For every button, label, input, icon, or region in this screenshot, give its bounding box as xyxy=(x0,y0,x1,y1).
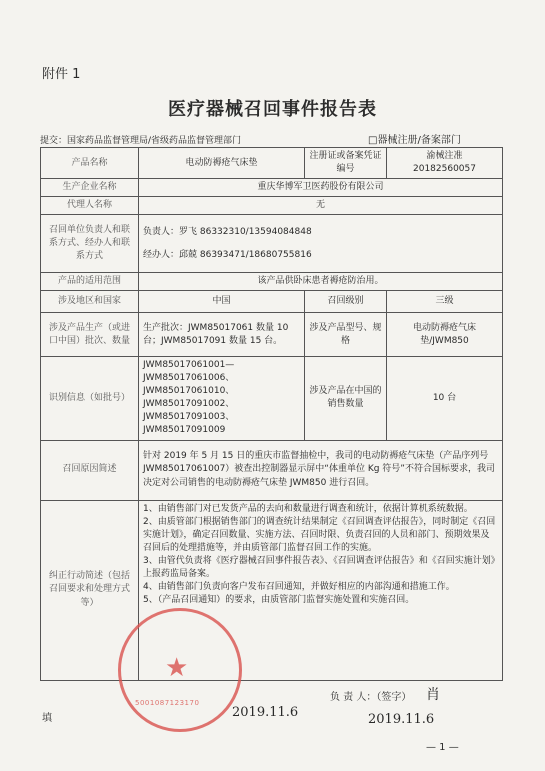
action-item: 3、由管代负责将《医疗器械召回事件报告表》、《召回调查评估报告》和《召回实施计划》上报药监局备案。 xyxy=(143,555,496,579)
sales-label: 涉及产品在中国的销售数量 xyxy=(305,357,387,440)
action-item: 5、（产品召回通知）的要求，由质管部门监督实施处置和实施召回。 xyxy=(143,594,415,605)
page-title: 医疗器械召回事件报告表 xyxy=(168,99,377,120)
batch-label: 涉及产品生产（或进口中国）批次、数量 xyxy=(41,313,139,357)
fill-label: 填 xyxy=(42,713,52,724)
seal-code: 5001087123170 xyxy=(135,699,200,707)
sign-date: 2019.11.6 xyxy=(368,712,435,727)
responsible-signature: 肖 xyxy=(426,687,440,703)
responsible-contact: 负责人：罗飞 86332310/13594084848 xyxy=(143,226,312,237)
action-item: 1、由销售部门对已发货产品的去向和数量进行调查和统计，依据计算机系统数据。 xyxy=(143,503,473,514)
fill-date: 2019.11.6 xyxy=(232,705,299,720)
recall-report-table xyxy=(40,147,503,681)
model-value: 电动防褥疮气床垫/JWM850 xyxy=(387,313,503,357)
level-value: 三级 xyxy=(387,291,503,313)
agent-label: 代理人名称 xyxy=(41,197,139,215)
serial-value: JWM85017061001—JWM85017061006、JWM85017061010、JWM85017091002、JWM85017091003、JWM85017091009 xyxy=(139,357,305,440)
reason-label: 召回原因简述 xyxy=(41,440,139,500)
agent-value: 无 xyxy=(139,197,503,215)
attachment-label: 附件 1 xyxy=(42,67,81,82)
reg-no-label: 注册证或备案凭证编号 xyxy=(305,148,387,179)
scope-label: 产品的适用范围 xyxy=(41,273,139,291)
producer-value: 重庆华博军卫医药股份有限公司 xyxy=(139,179,503,197)
level-label: 召回级别 xyxy=(305,291,387,313)
contact-value xyxy=(139,215,503,273)
reason-value: 针对 2019 年 5 月 15 日的重庆市监督抽检中，我司的电动防褥疮气床垫（产品序列号 JWM85017061007）被查出控制器显示屏中“体重单位 Kg 符号”不符合国标要求，我司决定对公司销售的电动防褥疮气床垫 JWM850 进行召回。 xyxy=(139,440,503,500)
recipient-checkbox: □器械注册/备案部门 xyxy=(368,135,461,146)
reg-no-value xyxy=(387,148,503,179)
producer-label: 生产企业名称 xyxy=(41,179,139,197)
action-item: 2、由质管部门根据销售部门的调查统计结果制定《召回调查评估报告》，同时制定《召回实施计划》，确定召回数量、实施方法、召回时限、负责召回的人员和部门、预期效果及召回后的处理措施等，并由质管部门监督召回工作的实施。 xyxy=(143,516,496,553)
contact-label: 召回单位负责人和联系方式、经办人和联系方式 xyxy=(41,215,139,273)
action-item: 4、由销售部门负责向客户发布召回通知，并做好相应的内部沟通和措施工作。 xyxy=(143,581,455,592)
page-number: — 1 — xyxy=(426,742,459,753)
product-name-label: 产品名称 xyxy=(41,148,139,179)
sales-value: 10 台 xyxy=(387,357,503,440)
company-seal xyxy=(118,608,242,732)
serial-label: 识别信息（如批号） xyxy=(41,357,139,440)
region-label: 涉及地区和国家 xyxy=(41,291,139,313)
reg-no-number: 20182560057 xyxy=(413,164,476,175)
product-name-value: 电动防褥疮气床垫 xyxy=(139,148,305,179)
responsible-signature-label: 负 责 人：（签字） xyxy=(330,692,412,703)
action-label: 纠正行动简述（包括召回要求和处理方式等） xyxy=(41,500,139,680)
batch-value: 生产批次：JWM85017061 数量 10 台；JWM85017091 数量 15 台。 xyxy=(139,313,305,357)
scope-value: 该产品供卧床患者褥疮防治用。 xyxy=(139,273,503,291)
star-icon: ★ xyxy=(165,653,189,683)
handler-contact: 经办人：邱兢 86393471/18680755816 xyxy=(143,249,312,260)
submit-to: 提交：国家药品监督管理局/省级药品监督管理部门 xyxy=(40,136,242,146)
region-value: 中国 xyxy=(139,291,305,313)
reg-no-header: 渝械注准 xyxy=(426,151,463,161)
model-label: 涉及产品型号、规格 xyxy=(305,313,387,357)
